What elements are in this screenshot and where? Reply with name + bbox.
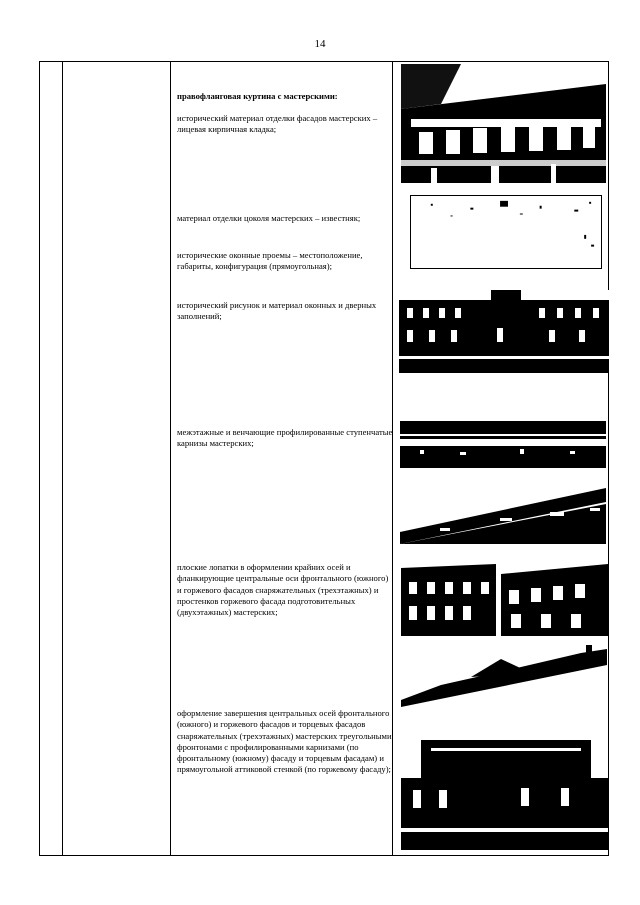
attic-wall-photo [401,728,608,850]
heritage-table [39,61,609,856]
pediment-photo [401,645,607,707]
item-pediments: оформление завершения центральных осей фронтального (южного) и горжевого фасадов и торцевых фасадов снаряжательных (трехэтажных) мастерских треугольными фронтонами с профилированными карнизами (по фронтальному (южному) фасаду и торцевым фасадам) и прямоугольной аттиковой стенкой (по горжевому фасаду); [177,708,392,775]
item-pilasters: плоские лопатки в оформлении крайних осей и фланкирующие центральные оси фронтального (южного) и горжевого фасадов снаряжательных (трехэтажных) и простенков горжевого фасада подготовительных (двухэтажных) мастерских; [177,562,389,618]
cornice-photo-2 [400,482,606,544]
pilasters-photo [401,560,608,636]
cornice-photo-1 [400,418,606,468]
item-window-fillings: исторический рисунок и материал оконных и дверных заполнений; [177,300,377,322]
facade-photo [401,64,606,183]
section-heading: правофланговая куртина с мастерскими: [177,91,338,101]
column-divider [170,62,171,855]
item-brick-masonry: исторический материал отделки фасадов мастерских – лицевая кирпичная кладка; [177,113,378,135]
item-cornices: межэтажные и венчающие профилированные ступенчатые карнизы мастерских; [177,427,393,449]
item-window-openings: исторические оконные проемы – местоположение, габариты, конфигурация (прямоугольная); [177,250,363,272]
column-divider [62,62,63,855]
plinth-photo [410,195,602,269]
windows-photo [399,290,609,373]
page-number: 14 [314,38,326,50]
item-plinth-material: материал отделки цоколя мастерских – известняк; [177,213,361,223]
